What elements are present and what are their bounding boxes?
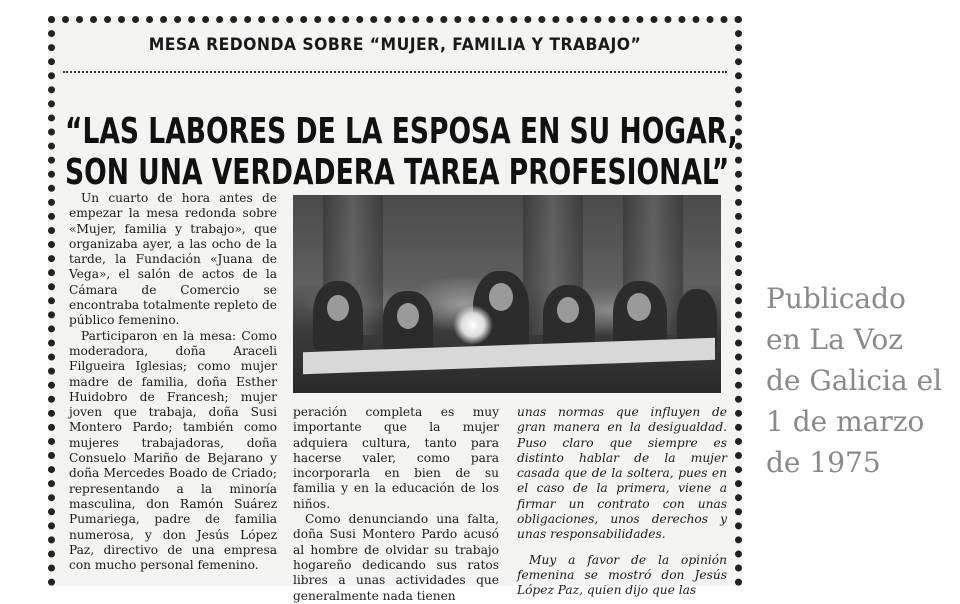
photo-person-head: [327, 295, 349, 321]
paragraph: Como denunciando una falta, doña Susi Montero Pardo acusó al hombre de olvidar su trabajo hogareño dedicando sus ratos libres a unas actividades que generalmente nada tienen: [293, 512, 499, 603]
headline-line-1: “LAS LABORES DE LA ESPOSA EN SU HOGAR,: [65, 111, 738, 152]
caption-line: de Galicia el: [766, 364, 943, 397]
photo-person-head: [627, 293, 651, 321]
article-column-3: [517, 405, 727, 599]
paragraph: Muy a favor de la opinión femenina se mostró don Jesús López Paz, quien dijo que las: [517, 552, 727, 598]
photo-person-head: [489, 283, 513, 311]
photo-light-flare: [453, 305, 493, 345]
news-photo: [293, 195, 721, 393]
caption-line: Publicado: [766, 282, 906, 315]
photo-person-head: [397, 303, 419, 329]
headline: [65, 111, 738, 193]
headline-line-2: SON UNA VERDADERA TAREA PROFESIONAL”: [65, 152, 730, 193]
caption-line: en La Voz: [766, 323, 903, 356]
caption-line: de 1975: [766, 446, 881, 479]
paragraph: peración completa es muy importante que la mujer adquiera cultura, tanto para hacerse valer, como para incorporarla en bien de su familia y en la educación de los niños.: [293, 405, 499, 511]
newspaper-clipping: [48, 16, 742, 603]
paragraph: unas normas que influyen de gran manera en la desigualdad. Puso claro que siempre es distinto hablar de la mujer casada que de la soltera, pues en el caso de la primera, viene a firmar un contrato con unas obligaciones, unos derechos y unas responsabilidades.: [517, 405, 727, 542]
caption-line: 1 de marzo: [766, 405, 925, 438]
kicker-title: MESA REDONDA SOBRE “MUJER, FAMILIA Y TRABAJO”: [148, 35, 642, 55]
paragraph: Un cuarto de hora antes de empezar la mesa redonda sobre «Mujer, familia y trabajo», que organizaba ayer, a las ocho de la tarde, la Fundación «Juana de Vega», el salón de actos de la Cámara de Comercio se encontraba totalmente repleto de público femenino.: [69, 191, 277, 328]
photo-person-head: [557, 297, 579, 323]
article-column-2: [293, 405, 499, 604]
publication-caption: [766, 278, 956, 483]
paragraph: Participaron en la mesa: Como moderadora, doña Araceli Filgueira Iglesias; como mujer madre de familia, doña Esther Huidobro de Francesh; mujer joven que trabaja, doña Susi Montero Pardo; también como mujeres trabajadoras, doña Consuelo Mariño de Bejarano y doña Mercedes Boado de Criado; representando a la minoría masculina, don Ramón Suárez Pumariega, padre de familia numerosa, y don Jesús López Paz, directivo de una empresa con mucho personal femenino.: [69, 328, 277, 573]
article-column-1: [69, 191, 277, 573]
dotted-rule: [63, 71, 727, 73]
